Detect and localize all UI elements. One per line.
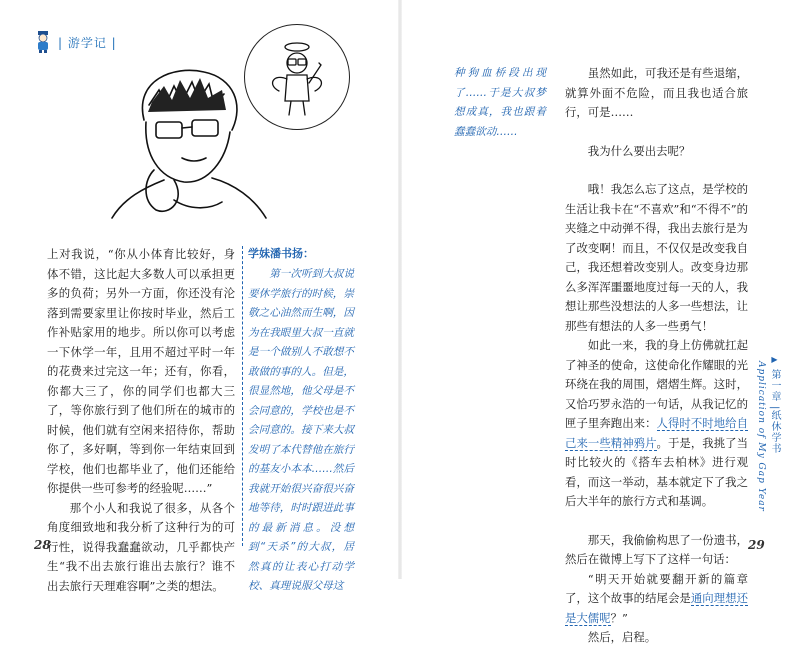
sidebar-label: 学妹潘书扬： — [248, 247, 314, 260]
english-title: Application of My Gap Year — [756, 361, 766, 512]
right-main-text — [565, 64, 748, 648]
left-sidebar-quote — [248, 265, 354, 597]
header-title: | 游学记 | — [58, 35, 117, 50]
page-number-left: 28 — [34, 538, 51, 552]
chapter-header — [34, 30, 117, 54]
highlighted-quote: 通向理想还是大儒呢 — [565, 591, 748, 625]
paragraph: 上对我说，“你从小体育比较好，身体不错，这比起大多数人可以承担更多的负荷；另外一方面，你还没有沦落到需要家里让你按时毕业，然后工作补贴家用的地步。所以你可以考虑一下休学一年，且用不超过平时一年的花费来过完这一年；还有，你看，你都大三了，你的同学们也都大三了，等你旅行到了他们所在的城市的时候，他们就有空闲来招待你，帮助你了，多好啊，等到你一年结束回到学校，他们也都毕业了，他们还能给你提供一些可参考的经验呢……” — [47, 247, 235, 495]
paragraph: 我为什么要出去呢？ — [587, 143, 691, 158]
sidebar-paragraph: 第一次听到大叔说要休学旅行的时候，崇敬之心油然而生啊，因为在我眼里大叔一直就是一个做别人不敢想不敢做的事的人。但是，很显然地，他父母是不会同意的，学校也是不会同意的。接下来大叔发明了本代替他在旅行的基友小本本……然后我就开始很兴奋很兴奋地等待，时时跟进此事的最新消息。没想到“天杀”的大叔，居然真的让表心打动学校、真理说服父母这 — [248, 268, 354, 592]
chapter-label: 第一章 — [769, 369, 780, 403]
section-label: |纸休学书 — [769, 406, 780, 455]
angel-figure-icon — [245, 25, 349, 129]
page-number-right: 29 — [748, 538, 765, 552]
sidebar-divider — [242, 246, 243, 546]
paragraph: 哦！我怎么忘了这点，是学校的生活让我卡在“不喜欢”和“不得不”的夹缝之中动弹不得，我出去旅行是为了改变啊！而且，不仅仅是改变我自己，我还想着改变别人。改变身边那么多浑浑噩噩地度过每一天的人，我想让那些没想法的人多一些想法，让那些有想法的人多一些勇气！ — [565, 182, 748, 333]
paragraph: 那个小人和我说了很多，从各个角度细致地和我分析了这种行为的可行性，说得我蠢蠢欲动，几乎都快产生“我不出去旅行谁出去旅行？谁不出去旅行天理难容啊”之类的想法。 — [47, 500, 235, 593]
left-main-text — [47, 245, 235, 596]
paragraph: 如此一来，我的身上仿佛就扛起了神圣的使命，这使命化作耀眼的光环绕在我的周围，熠熠生辉。这时，又恰巧罗永浩的一句话，从我记忆的匣子里奔跑出来：人得时不时地给自己来一些精神鸦片。于是，我挑了当时比较火的《搭车去柏林》进行观看，而这一举动，基本就定下了我之后大半年的旅行方式和基调。 — [565, 338, 748, 508]
paragraph: 然后，启程。 — [587, 630, 657, 644]
highlighted-quote: 人得时不时地给自己来一些精神鸦片 — [565, 416, 748, 450]
student-mascot-icon — [34, 30, 52, 54]
right-sidebar-quote — [454, 64, 546, 142]
book-gutter — [398, 0, 402, 579]
arrow-icon: ▶ — [770, 355, 779, 365]
thought-bubble — [244, 24, 350, 130]
paragraph: “明天开始就要翻开新的篇章了，这个故事的结尾会是通向理想还是大儒呢？” — [565, 571, 748, 625]
paragraph: 虽然如此，可我还是有些退缩，就算外面不危险，而且我也适合旅行，可是…… — [565, 66, 748, 119]
sidebar-paragraph: 种狗血桥段出现了……于是大叔梦想成真，我也跟着蠢蠢欲动…… — [454, 67, 546, 138]
paragraph: 那天，我偷偷构思了一份遗书，然后在微博上写下了这样一句话： — [565, 532, 748, 566]
